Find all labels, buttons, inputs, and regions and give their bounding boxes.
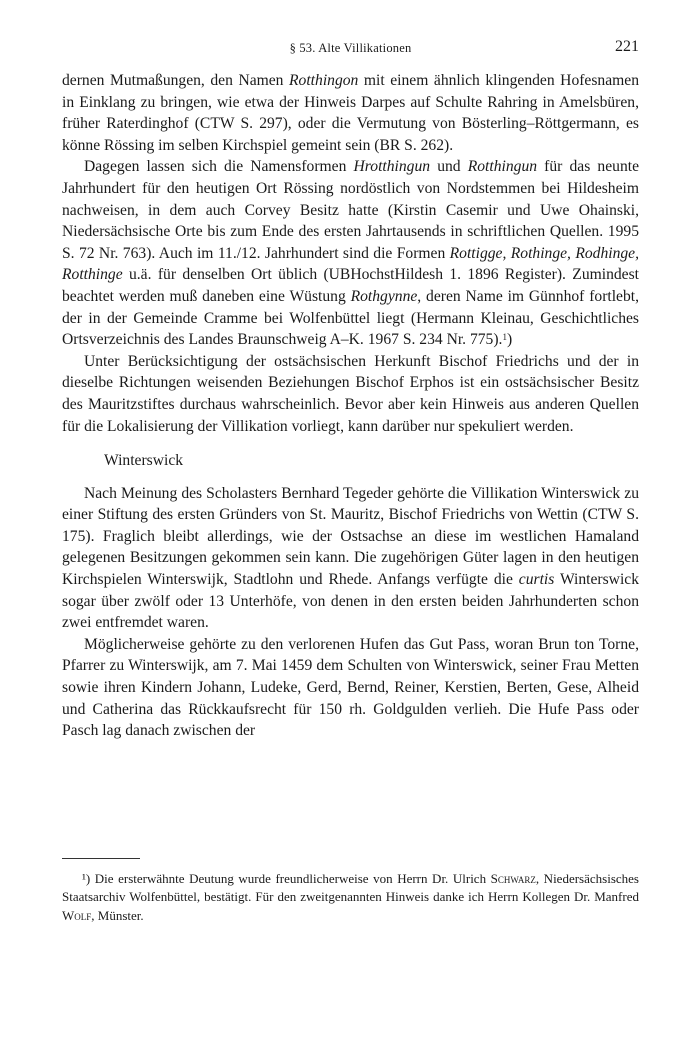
text-run: ) xyxy=(506,331,513,349)
text-run: Nach Meinung des Scholasters Bernhard Tegeder gehörte die Villikation Winterswick zu einer Stiftung des ersten Gründers von St. Mauritz, Bischof Friedrichs von Wettin (CTW S. 175). Fraglich bleibt allerdings, wie der Ostsachse an diese im westlichen Hamaland gelegenen Besitzungen gekommen sein kann. Die zugehörigen Güter lagen in den heutigen Kirchspielen Winterswijk, Stadtlohn und Rhede. Anfangs verfügte die xyxy=(62,484,639,589)
text-run: und xyxy=(430,158,468,176)
place-name-italic: Rothgynne xyxy=(350,287,418,305)
body-text xyxy=(62,70,639,742)
text-run: dernen Mutmaßungen, den Namen xyxy=(62,72,290,89)
text-run: Dagegen lassen sich die Namensformen xyxy=(84,158,354,176)
footnote-reference: 1 xyxy=(502,332,507,343)
page-number: 221 xyxy=(615,38,639,55)
paragraph-1 xyxy=(62,70,639,156)
place-name-italic: Rotthingun xyxy=(467,158,538,176)
paragraph-2 xyxy=(62,156,639,350)
latin-term-italic: curtis xyxy=(518,571,555,589)
paragraph-5: Möglicherweise gehörte zu den verlorenen Hufen das Gut Pass, woran Brun ton Torne, Pfarrer zu Winterswijk, am 7. Mai 1459 dem Schulten von Winterswick, seiner Frau Metten sowie ihren Kindern Johann, Ludeke, Gerd, Bernd, Reiner, Kerstien, Berten, Gese, Alheid und Catherina das Rückkaufsrecht für 150 rh. Goldgulden verlieh. Die Hufe Pass oder Pasch lag danach zwischen der xyxy=(62,635,639,740)
section-title: § 53. Alte Villikationen xyxy=(289,41,412,55)
text-run: u.ä. für denselben Ort üblich (UBHochstHildesh 1. 1896 Register). Zumindest beachtet werden muß daneben eine Wüstung xyxy=(62,266,639,305)
footnote-marker: ¹) xyxy=(82,871,91,886)
subheading: Winterswick xyxy=(104,452,184,470)
text-run: mit einem ähnlich klingenden Hofesnamen in Einklang zu bringen, wie etwa der Hinweis Darpes auf Schulte Rahring in Amelsbüren, früher Raterdinghof (CTW S. 297), oder die Vermutung von Bösterling–Röttgermann, es könne Rössing im selben Kirchspiel gemeint sein (BR S. 262). xyxy=(62,72,639,154)
text-run: Winterswick sogar über zwölf oder 13 Unterhöfe, von denen in den ersten beiden Jahrhunderten schon zwei entfremdet waren. xyxy=(62,571,639,632)
text-run: , deren Name im Günnhof fortlebt, der in der Gemeinde Cramme bei Wolfenbüttel liegt (Hermann Kleinau, Geschichtliches Ortsverzeichnis des Landes Braunschweig A–K. 1967 S. 234 Nr. 775). xyxy=(62,287,639,349)
place-name-italic: Hrotthingun xyxy=(353,158,431,176)
footnote-divider xyxy=(62,858,140,859)
text-run: , Niedersächsisches Staatsarchiv Wolfenbüttel, bestätigt. Für den zweitgenannten Hinweis danke ich Herrn Kollegen Dr. Manfred xyxy=(62,871,639,905)
text-run: Die ersterwähnte Deutung wurde freundlicherweise von Herrn Dr. Ulrich xyxy=(90,871,491,886)
person-name: Schwarz xyxy=(490,871,536,886)
running-header xyxy=(62,38,639,58)
paragraph-4 xyxy=(62,483,639,634)
footnotes xyxy=(62,870,639,925)
text-run: für das neunte Jahrhundert für den heutigen Ort Rössing nordöstlich von Nordstemmen bei Hildesheim nachweisen, in dem auch Corvey Besitz hatte (Kirstin Casemir und Uwe Ohainski, Niedersächsische Orte bis zum Ende des ersten Jahrtausends in schriftlichen Quellen. 1995 S. 72 Nr. 763). Auch im 11./12. Jahrhundert sind die Formen xyxy=(62,158,639,262)
paragraph-3: Unter Berücksichtigung der ostsächsischen Herkunft Bischof Friedrichs und der in dieselbe Richtungen weisenden Beziehungen Bischof Erphos ist ein ostsächsischer Besitz des Mauritzstiftes durchaus wahrscheinlich. Bevor aber kein Hinweis aus anderen Quellen für die Lokalisierung der Villikation vorliegt, kann darüber nur spekuliert werden. xyxy=(62,352,639,435)
person-name: Wolf xyxy=(62,907,92,923)
place-name-italic: Rotthingon xyxy=(289,72,359,89)
text-run: , Münster. xyxy=(91,907,144,923)
footnote-1 xyxy=(62,870,639,925)
place-name-italic: Rottigge, Rothinge, Rodhinge, Rotthinge xyxy=(62,244,639,284)
